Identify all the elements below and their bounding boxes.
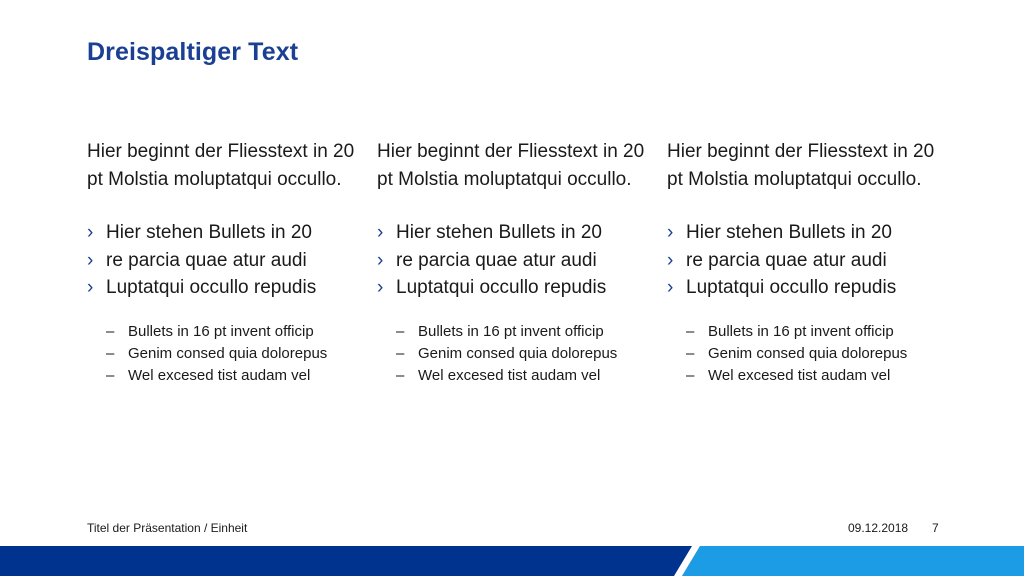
- subbullet-text: Wel excesed tist audam vel: [418, 366, 601, 384]
- bullet-item: [667, 274, 952, 302]
- subbullet-text: Wel excesed tist audam vel: [708, 366, 891, 384]
- dash-icon: –: [686, 322, 695, 340]
- subbullet-list: [667, 321, 952, 387]
- subbullet-item: [87, 343, 372, 365]
- dash-icon: –: [396, 366, 405, 384]
- subbullet-text: Genim consed quia dolorepus: [708, 344, 908, 362]
- subbullet-text: Wel excesed tist audam vel: [128, 366, 311, 384]
- subbullet-item: [87, 321, 372, 343]
- subbullet-item: [667, 343, 952, 365]
- subbullet-text: Bullets in 16 pt invent officip: [708, 322, 894, 340]
- bullet-text: Luptatqui occullo repudis: [686, 277, 897, 298]
- bullet-text: re parcia quae atur audi: [106, 249, 307, 271]
- text-column-3: [667, 138, 952, 387]
- subbullet-item: [87, 365, 372, 387]
- bullet-text: re parcia quae atur audi: [686, 249, 887, 271]
- dash-icon: –: [106, 322, 115, 340]
- dash-icon: –: [686, 344, 695, 362]
- dash-icon: –: [396, 322, 405, 340]
- bullet-text: Hier stehen Bullets in 20: [106, 222, 312, 243]
- chevron-right-icon: ›: [667, 277, 674, 298]
- chevron-right-icon: ›: [667, 222, 674, 243]
- subbullet-text: Bullets in 16 pt invent officip: [128, 322, 314, 340]
- subbullet-text: Genim consed quia dolorepus: [418, 344, 618, 362]
- footer-page-number: 7: [932, 521, 939, 535]
- chevron-right-icon: ›: [377, 277, 384, 298]
- dash-icon: –: [396, 344, 405, 362]
- chevron-right-icon: ›: [87, 277, 94, 298]
- bullet-text: Luptatqui occullo repudis: [106, 277, 317, 298]
- slide-title: Dreispaltiger Text: [87, 38, 299, 66]
- column-intro-text: Hier beginnt der Fliesstext in 20 pt Molstia moluptatqui occullo.: [667, 141, 935, 190]
- dash-icon: –: [686, 366, 695, 384]
- column-intro-text: Hier beginnt der Fliesstext in 20 pt Molstia moluptatqui occullo.: [87, 141, 355, 190]
- subbullet-item: [667, 321, 952, 343]
- footer-presentation-title: Titel der Präsentation / Einheit: [87, 521, 248, 535]
- bullet-item: [377, 219, 662, 247]
- dash-icon: –: [106, 366, 115, 384]
- bullet-item: [87, 274, 372, 302]
- subbullet-item: [377, 365, 662, 387]
- bullet-item: [667, 219, 952, 247]
- bullet-list: [87, 219, 372, 302]
- bullet-item: [377, 247, 662, 275]
- subbullet-text: Genim consed quia dolorepus: [128, 344, 328, 362]
- bullet-item: [377, 274, 662, 302]
- subbullet-item: [667, 365, 952, 387]
- bullet-item: [87, 247, 372, 275]
- bullet-list: [667, 219, 952, 302]
- bullet-list: [377, 219, 662, 302]
- chevron-right-icon: ›: [377, 222, 384, 243]
- subbullet-list: [87, 321, 372, 387]
- bullet-text: Hier stehen Bullets in 20: [686, 222, 892, 243]
- subbullet-item: [377, 343, 662, 365]
- text-column-2: [377, 138, 662, 387]
- dash-icon: –: [106, 344, 115, 362]
- bullet-text: Luptatqui occullo repudis: [396, 277, 607, 298]
- subbullet-list: [377, 321, 662, 387]
- subbullet-item: [377, 321, 662, 343]
- footer-brand-bar: [0, 546, 1024, 576]
- chevron-right-icon: ›: [87, 249, 94, 271]
- brand-bar-light-blue: [682, 546, 1024, 576]
- bullet-item: [667, 247, 952, 275]
- chevron-right-icon: ›: [377, 249, 384, 271]
- bullet-item: [87, 219, 372, 247]
- bullet-text: Hier stehen Bullets in 20: [396, 222, 602, 243]
- text-column-1: [87, 138, 372, 387]
- chevron-right-icon: ›: [667, 249, 674, 271]
- chevron-right-icon: ›: [87, 222, 94, 243]
- bullet-text: re parcia quae atur audi: [396, 249, 597, 271]
- subbullet-text: Bullets in 16 pt invent officip: [418, 322, 604, 340]
- column-intro-text: Hier beginnt der Fliesstext in 20 pt Molstia moluptatqui occullo.: [377, 141, 645, 190]
- footer-date: 09.12.2018: [848, 521, 909, 535]
